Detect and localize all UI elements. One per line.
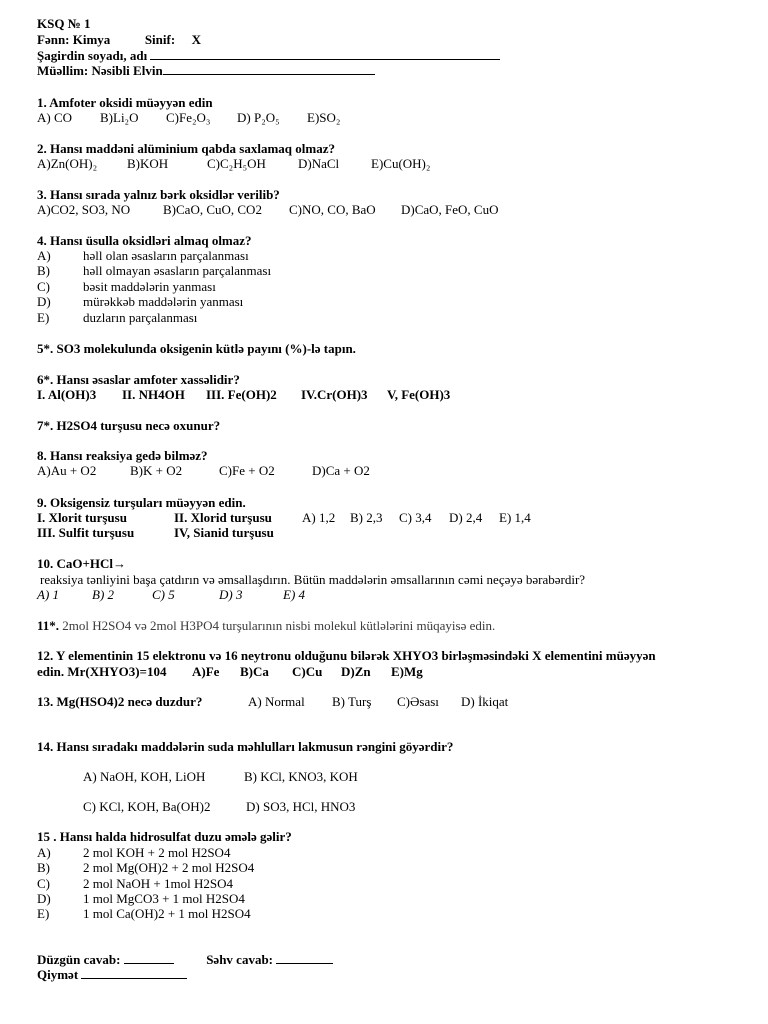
q11-text: 2mol H2SO4 və 2mol H3PO4 turşularının nisbi molekul kütlələrini müqayisə edin.: [62, 618, 496, 633]
subject-line: [37, 32, 201, 47]
q6-option-5: V, Fe(OH)3: [387, 387, 451, 402]
q3-option-b: B)CaO, CuO, CO2: [163, 202, 262, 217]
q8-option-b: B)K + O2: [130, 463, 183, 478]
q8-option-d: D)Ca + O2: [312, 463, 370, 478]
grade-line: [37, 967, 187, 982]
q10-option-a: A) 1: [37, 587, 60, 602]
q12-option-b: B)Ca: [240, 664, 269, 679]
q4-item-c: C) bəsit maddələrin yanması: [37, 279, 216, 294]
q13-option-a: A) Normal: [248, 694, 305, 709]
student-label: Şagirdin soyadı, adı: [37, 48, 148, 63]
question-14-title: 14. Hansı sıradakı maddələrin suda məhlulları lakmusun rəngini göyərdir?: [37, 739, 454, 754]
question-9-title: 9. Oksigensiz turşuları müəyyən edin.: [37, 495, 246, 510]
q1-option-a: A) CO: [37, 110, 73, 125]
question-7-title: 7*. H2SO4 turşusu necə oxunur?: [37, 418, 221, 433]
question-14-options-row-2: [83, 799, 355, 814]
q14-option-b: B) KCl, KNO3, KOH: [244, 769, 358, 784]
teacher-blank: [163, 63, 375, 75]
question-11: [37, 618, 495, 633]
question-10-options: [37, 587, 305, 602]
q14-option-c: C) KCl, KOH, Ba(OH)2: [83, 799, 211, 814]
question-5-title: 5*. SO3 molekulunda oksigenin kütlə payını (%)-lə tapın.: [37, 341, 356, 356]
q12-option-c: C)Cu: [292, 664, 323, 679]
q6-option-2: II. NH4OH: [122, 387, 185, 402]
q1-option-c: C)Fe₂O₃: [166, 110, 211, 125]
q2-option-e: E)Cu(OH)₂: [371, 156, 431, 171]
student-name-blank[interactable]: [150, 48, 500, 60]
q8-option-a: A)Au + O2: [37, 463, 97, 478]
score-line: [37, 952, 333, 967]
question-8-options: [37, 463, 370, 478]
q9-answer-d: D) 2,4: [449, 510, 483, 525]
q2-option-d: D)NaCl: [298, 156, 340, 171]
q12-option-a: A)Fe: [192, 664, 220, 679]
question-8-title: 8. Hansı reaksiya gedə bilməz?: [37, 448, 208, 463]
wrong-blank[interactable]: [276, 952, 333, 964]
q6-option-1: I. Al(OH)3: [37, 387, 97, 402]
grade-blank[interactable]: [81, 967, 187, 979]
q2-option-a: A)Zn(OH)₂: [37, 156, 98, 171]
grade-label: Qiymət: [37, 967, 79, 982]
question-3-title: 3. Hansı sırada yalnız bərk oksidlər verilib?: [37, 187, 280, 202]
q15-item-c: C) 2 mol NaOH + 1mol H2SO4: [37, 876, 233, 891]
question-4-title: 4. Hansı üsulla oksidləri almaq olmaz?: [37, 233, 252, 248]
q9-answer-b: B) 2,3: [350, 510, 383, 525]
q10-option-e: E) 4: [283, 587, 306, 602]
wrong-label: Səhv cavab:: [206, 952, 273, 967]
question-3-options: [37, 202, 499, 217]
question-6-title: 6*. Hansı əsaslar amfoter xassəlidir?: [37, 372, 240, 387]
q9-answer-e: E) 1,4: [499, 510, 531, 525]
q3-option-d: D)CaO, FeO, CuO: [401, 202, 499, 217]
q13-option-d: D) İkiqat: [461, 694, 509, 709]
question-1-options: [37, 110, 340, 125]
q9-item-2: II. Xlorid turşusu: [174, 510, 272, 525]
question-6-options: [37, 387, 450, 402]
subject-label: Fənn: Kimya: [37, 32, 111, 47]
q9-answer-a: A) 1,2: [302, 510, 336, 525]
q9-item-4: IV, Sianid turşusu: [174, 525, 274, 540]
question-2-options: [37, 156, 430, 171]
question-2-title: 2. Hansı maddəni alüminium qabda saxlamaq olmaz?: [37, 141, 335, 156]
q2-option-b: B)KOH: [127, 156, 169, 171]
q4-item-b: B) həll olmayan əsasların parçalanması: [37, 263, 272, 278]
q9-item-1: I. Xlorit turşusu: [37, 510, 127, 525]
q14-option-a: A) NaOH, KOH, LiOH: [83, 769, 206, 784]
q12-option-d: D)Zn: [341, 664, 371, 679]
q15-item-a: A) 2 mol KOH + 2 mol H2SO4: [37, 845, 231, 860]
correct-label: Düzgün cavab:: [37, 952, 121, 967]
question-15-title: 15 . Hansı halda hidrosulfat duzu əmələ gəlir?: [37, 829, 292, 844]
student-name-line: [37, 48, 500, 63]
q9-answer-c: C) 3,4: [399, 510, 432, 525]
q15-item-e: E) 1 mol Ca(OH)2 + 1 mol H2SO4: [37, 906, 251, 921]
question-12-line-2: edin. Mr(XHYO3)=104 A)Fe B)Ca C)Cu D)Zn E)Mg: [37, 664, 423, 679]
q11-number: 11*.: [37, 618, 60, 633]
question-12-line-1: 12. Y elementinin 15 elektronu və 16 neytronu olduğunu bilərək XHYO3 birləşməsindəki X elementini müəyyən: [37, 648, 656, 663]
question-9-row-1: [37, 510, 531, 525]
q15-item-d: D) 1 mol MgCO3 + 1 mol H2SO4: [37, 891, 245, 906]
q8-option-c: C)Fe + O2: [219, 463, 275, 478]
question-1-title: 1. Amfoter oksidi müəyyən edin: [37, 95, 213, 110]
q13-option-b: B) Turş: [332, 694, 372, 709]
correct-blank[interactable]: [124, 952, 174, 964]
q2-option-c: C)C₂H₅OH: [207, 156, 266, 171]
question-10-title: 10. CaO+HCl→: [37, 556, 127, 571]
q6-option-4: IV.Cr(OH)3: [301, 387, 368, 402]
reaction-arrow: →: [113, 556, 127, 571]
q10-option-b: B) 2: [92, 587, 115, 602]
question-9-row-2: [37, 525, 274, 540]
question-13: [37, 694, 508, 709]
question-10-text: reaksiya tənliyini başa çatdırın və əmsallaşdırın. Bütün maddələrin əmsallarının cəmi neçəyə bərabərdir?: [40, 572, 586, 587]
q10-option-c: C) 5: [152, 587, 175, 602]
teacher-label: Müəllim: Nəsibli Elvin: [37, 63, 163, 78]
question-14-options-row-1: [83, 769, 358, 784]
q14-option-d: D) SO3, HCl, HNO3: [246, 799, 356, 814]
q13-option-c: C)Əsası: [397, 694, 439, 709]
q9-item-3: III. Sulfit turşusu: [37, 525, 135, 540]
q3-option-a: A)CO2, SO3, NO: [37, 202, 131, 217]
q13-title: 13. Mg(HSO4)2 necə duzdur?: [37, 694, 203, 709]
q15-item-b: B) 2 mol Mg(OH)2 + 2 mol H2SO4: [37, 860, 255, 875]
class-label: Sinif:: [144, 32, 176, 47]
q1-option-e: E)SO₂: [307, 110, 341, 125]
q1-option-b: B)Li₂O: [100, 110, 139, 125]
q4-item-e: E) duzların parçalanması: [37, 310, 198, 325]
q12-option-e: E)Mg: [391, 664, 423, 679]
test-number: KSQ № 1: [37, 16, 91, 31]
q6-option-3: III. Fe(OH)2: [206, 387, 277, 402]
class-value: X: [191, 32, 202, 47]
teacher-line: [37, 63, 375, 78]
q1-option-d: D) P₂O₅: [237, 110, 280, 125]
q4-item-a: A) həll olan əsasların parçalanması: [37, 248, 249, 263]
q4-item-d: D) mürəkkəb maddələrin yanması: [37, 294, 244, 309]
q10-option-d: D) 3: [219, 587, 243, 602]
q3-option-c: C)NO, CO, BaO: [289, 202, 376, 217]
